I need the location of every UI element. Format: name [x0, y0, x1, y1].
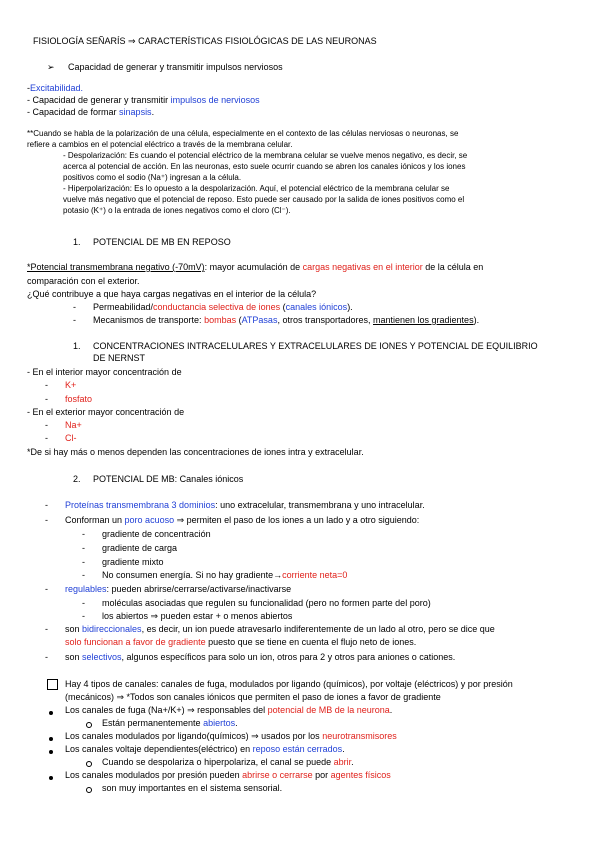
list-item: Mecanismos de transporte: bombas (ATPasas, otros transportadores, mantienen los gradientes).: [93, 315, 480, 325]
note-line: acerca al potencial de acción. En las neuronas, esto suele ocurrir cuando se abren los canales iónicos y los iones: [63, 162, 466, 171]
page-title: FISIOLOGÍA SEÑARÍS ⇒ CARACTERÍSTICAS FISIOLÓGICAS DE LAS NEURONAS: [33, 36, 377, 46]
dash-bullet: -: [45, 394, 48, 404]
list-item: Los canales voltaje dependientes(eléctrico) en reposo están cerrados.: [65, 744, 345, 754]
list-item: Permeabilidad/conductancia selectiva de iones (canales iónicos).: [93, 302, 353, 312]
dash-bullet: -: [73, 302, 76, 312]
note-line: - Despolarización: Es cuando el potencial eléctrico de la membrana celular se vuelve menos negativo, es decir, se: [63, 151, 468, 160]
dash-bullet: -: [45, 584, 48, 594]
dash-bullet: -: [45, 500, 48, 510]
checkbox[interactable]: [47, 679, 58, 690]
sub-item: son muy importantes en el sistema sensorial.: [102, 783, 283, 793]
dash-bullet: -: [82, 557, 85, 567]
sub-item: Cuando se despolariza o hiperpolariza, el canal se puede abrir.: [102, 757, 354, 767]
section-title-concentraciones: CONCENTRACIONES INTRACELULARES Y EXTRACELULARES DE IONES Y POTENCIAL DE EQUILIBRIO: [93, 341, 538, 351]
bullet-circle-icon: [86, 720, 92, 731]
intro-line-3: - Capacidad de formar sinapsis.: [27, 107, 155, 117]
bullet-circle-icon: [86, 759, 92, 770]
note-line: refiere a cambios en el potencial eléctrico a través de la membrana celular.: [27, 140, 293, 149]
paragraph-line: - En el interior mayor concentración de: [27, 367, 182, 377]
paragraph-line: comparación con el exterior.: [27, 276, 140, 286]
sub-item: gradiente de carga: [102, 543, 178, 553]
section-number: 2.: [73, 474, 81, 484]
dash-bullet: -: [45, 652, 48, 662]
bullet-dot-icon: [49, 707, 53, 718]
ion-item: Cl-: [65, 433, 77, 443]
dash-bullet: -: [45, 515, 48, 525]
note-line: - Hiperpolarización: Es lo opuesto a la despolarización. Aquí, el potencial eléctrico de la membrana celular se: [63, 184, 450, 193]
arrow-bullet-icon: ➢: [47, 62, 55, 72]
subtitle: Capacidad de generar y transmitir impulsos nerviosos: [68, 62, 283, 72]
sub-item: moléculas asociadas que regulen su funcionalidad (pero no formen parte del poro): [102, 598, 431, 608]
list-item: Los canales modulados por ligando(químicos) ⇒ usados por los neurotransmisores: [65, 731, 397, 741]
section-title-canales: POTENCIAL DE MB: Canales iónicos: [93, 474, 244, 484]
ion-item: fosfato: [65, 394, 93, 404]
dash-bullet: -: [82, 598, 85, 608]
dash-bullet: -: [82, 543, 85, 553]
list-item-continued: solo funcionan a favor de gradiente puesto que se tiene en cuenta el flujo neto de iones.: [65, 637, 417, 647]
bullet-dot-icon: [49, 733, 53, 744]
section-number: 1.: [73, 237, 81, 247]
paragraph-line: (mecánicos) ⇒ *Todos son canales iónicos que permiten el paso de iones a favor de gradiente: [65, 692, 441, 702]
ion-item: K+: [65, 380, 77, 390]
note-line: vuelve más negativo que el potencial de reposo. Esto puede ser causado por la salida de iones positivos como el: [63, 195, 465, 204]
list-item: Los canales modulados por presión pueden abrirse o cerrarse por agentes físicos: [65, 770, 391, 780]
intro-line-1: -Excitabilidad.: [27, 83, 84, 93]
dash-bullet: -: [45, 624, 48, 634]
question-line: ¿Qué contribuye a que haya cargas negativas en el interior de la célula?: [27, 289, 317, 299]
dash-bullet: -: [45, 420, 48, 430]
list-item: Proteínas transmembrana 3 dominios: uno extracelular, transmembrana y uno intracelular.: [65, 500, 425, 510]
dash-bullet: -: [82, 529, 85, 539]
paragraph-line: - En el exterior mayor concentración de: [27, 407, 185, 417]
ion-item: Na+: [65, 420, 82, 430]
paragraph-line: Hay 4 tipos de canales: canales de fuga, modulados por ligando (químicos), por voltaje (eléctricos) y por presión: [65, 679, 513, 689]
dash-bullet: -: [45, 433, 48, 443]
section-number: 1.: [73, 341, 81, 351]
list-item: regulables: pueden abrirse/cerrarse/activarse/inactivarse: [65, 584, 292, 594]
bullet-dot-icon: [49, 772, 53, 783]
sub-item: No consumen energía. Si no hay gradiente→corriente neta=0: [102, 570, 348, 580]
note-line: potasio (K⁺) o la entrada de iones negativos como el cloro (Cl⁻).: [63, 206, 291, 215]
list-item: Los canales de fuga (Na+/K+) ⇒ responsables del potencial de MB de la neurona.: [65, 705, 393, 715]
dash-bullet: -: [82, 570, 85, 580]
dash-bullet: -: [45, 380, 48, 390]
bullet-circle-icon: [86, 785, 92, 796]
list-item: son selectivos, algunos específicos para solo un ion, otros para 2 y otros para aniones o cationes.: [65, 652, 456, 662]
section-title-concentraciones: DE NERNST: [93, 353, 146, 363]
list-item: Conforman un poro acuoso ⇒ permiten el paso de los iones a un lado y a otro siguiendo:: [65, 515, 420, 525]
note-line: **Cuando se habla de la polarización de una célula, especialmente en el contexto de las células nerviosas o neuronas, se: [27, 129, 459, 138]
list-item: son bidireccionales, es decir, un ion puede atravesarlo indiferentemente de un lado al otro, pero se dice que: [65, 624, 495, 634]
section-title-reposo: POTENCIAL DE MB EN REPOSO: [93, 237, 231, 247]
intro-line-2: - Capacidad de generar y transmitir impulsos de nerviosos: [27, 95, 260, 105]
sub-item: los abiertos ⇒ pueden estar + o menos abiertos: [102, 611, 293, 621]
paragraph-line: *De si hay más o menos dependen las concentraciones de iones intra y extracelular.: [27, 447, 364, 457]
dash-bullet: -: [73, 315, 76, 325]
sub-item: Están permanentemente abiertos.: [102, 718, 238, 728]
note-line: positivos como el sodio (Na⁺) ingresan a la célula.: [63, 173, 242, 182]
paragraph-line: *Potencial transmembrana negativo (-70mV): mayor acumulación de cargas negativas en el interior de la célula en: [27, 262, 484, 272]
sub-item: gradiente de concentración: [102, 529, 211, 539]
sub-item: gradiente mixto: [102, 557, 164, 567]
dash-bullet: -: [82, 611, 85, 621]
bullet-dot-icon: [49, 746, 53, 757]
